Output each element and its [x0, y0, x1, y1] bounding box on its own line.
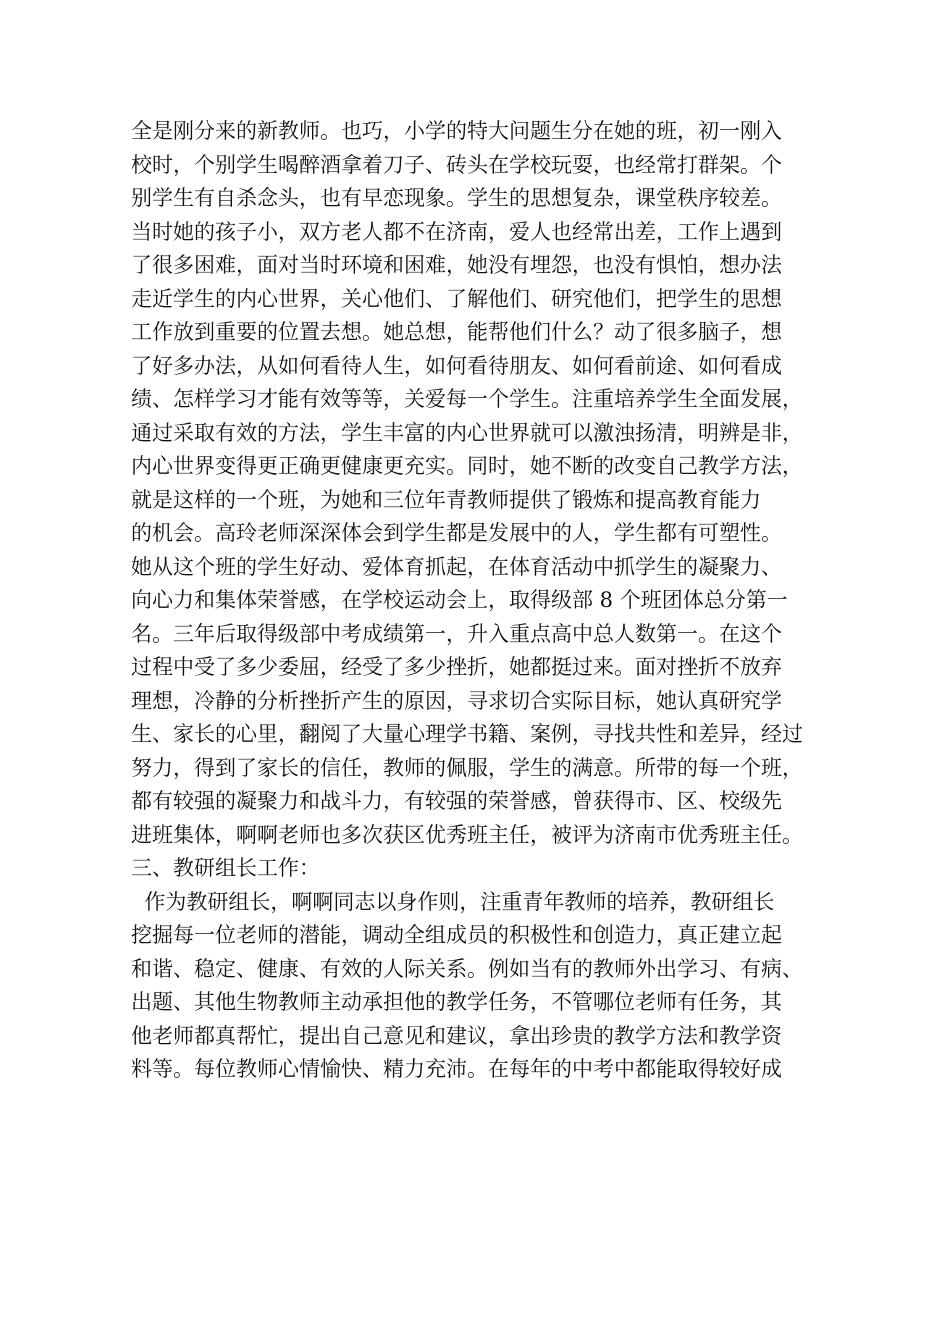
text-line-27: 出题、其他生物教师主动承担他的教学任务，不管哪位老师有任务，其 [131, 990, 782, 1014]
text-line-1: 全是刚分来的新教师。也巧，小学的特大问题生分在她的班，初一刚入 [131, 119, 782, 143]
text-line-11: 内心世界变得更正确更健康更充实。同时，她不断的改变自己教学方法， [131, 454, 803, 478]
text-line-7: 工作放到重要的位置去想。她总想，能帮他们什么？动了很多脑子，想 [131, 320, 782, 344]
text-line-19: 生、家长的心里，翻阅了大量心理学书籍、案例，寻找共性和差异，经过 [131, 722, 803, 746]
text-line-16: 名。三年后取得级部中考成绩第一，升入重点高中总人数第一。在这个 [131, 621, 782, 646]
text-line-21: 都有较强的凝聚力和战斗力，有较强的荣誉感，曾获得市、区、校级先 [131, 789, 782, 813]
text-line-17: 过程中受了多少委屈，经受了多少挫折，她都挺过来。面对挫折不放弃 [131, 655, 782, 679]
text-line-29: 料等。每位教师心情愉快、精力充沛。在每年的中考中都能取得较好成 [131, 1057, 782, 1081]
text-line-22: 进班集体，啊啊老师也多次获区优秀班主任，被评为济南市优秀班主任。 [131, 822, 803, 847]
section-heading: 三、教研组长工作： [131, 856, 320, 880]
text-line-14: 她从这个班的学生好动、爱体育抓起，在体育活动中抓学生的凝聚力、 [131, 554, 782, 579]
text-line-15: 向心力和集体荣誉感，在学校运动会上，取得级部 8 个班团体总分第一 [131, 588, 788, 612]
text-line-25: 挖掘每一位老师的潜能，调动全组成员的积极性和创造力，真正建立起 [131, 923, 782, 947]
text-line-8: 了好多办法，从如何看待人生，如何看待朋友、如何看前途、如何看成 [131, 353, 782, 378]
text-line-12: 就是这样的一个班，为她和三位年青教师提供了锻炼和提高教育能力 [131, 487, 761, 512]
text-line-18: 理想，冷静的分析挫折产生的原因，寻求切合实际目标，她认真研究学 [131, 688, 782, 713]
text-line-10: 通过采取有效的方法，学生丰富的内心世界就可以激浊扬清，明辨是非， [131, 420, 803, 445]
text-line-24: 作为教研组长，啊啊同志以身作则，注重青年教师的培养，教研组长 [131, 889, 775, 914]
text-line-6: 走近学生的内心世界，关心他们、了解他们、研究他们，把学生的思想 [131, 286, 782, 311]
text-line-4: 当时她的孩子小，双方老人都不在济南，爱人也经常出差，工作上遇到 [131, 219, 782, 244]
text-line-9: 绩、怎样学习才能有效等等，关爱每一个学生。注重培养学生全面发展， [131, 387, 803, 411]
document-page [131, 115, 821, 1087]
text-line-2: 校时，个别学生喝醉酒拿着刀子、砖头在学校玩耍，也经常打群架。个 [131, 152, 782, 177]
text-line-13: 的机会。高玲老师深深体会到学生都是发展中的人，学生都有可塑性。 [131, 521, 782, 545]
text-line-20: 努力，得到了家长的信任，教师的佩服，学生的满意。所带的每一个班， [131, 755, 803, 780]
text-line-5: 了很多困难，面对当时环境和困难，她没有埋怨，也没有惧怕，想办法 [131, 253, 782, 277]
text-line-3: 别学生有自杀念头，也有早恋现象。学生的思想复杂，课堂秩序较差。 [131, 186, 782, 210]
text-line-26: 和谐、稳定、健康、有效的人际关系。例如当有的教师外出学习、有病、 [131, 956, 803, 981]
text-line-28: 他老师都真帮忙，提出自己意见和建议，拿出珍贵的教学方法和教学资 [131, 1023, 782, 1048]
